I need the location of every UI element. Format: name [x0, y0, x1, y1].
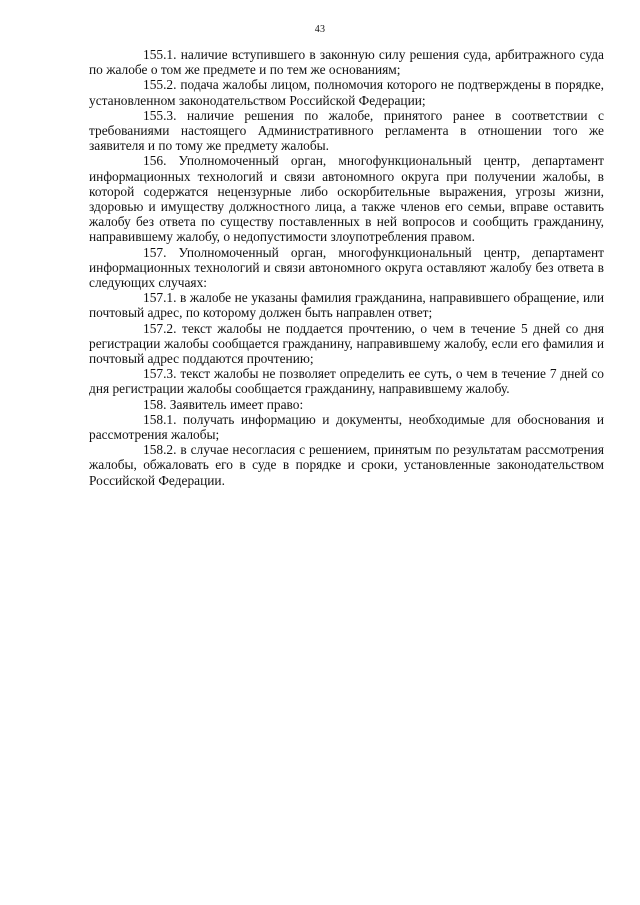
- paragraph-155-3: 155.3. наличие решения по жалобе, принятого ранее в соответствии с требованиями настоящего Административного регламента в отношении того же заявителя и по тому же предмету жалобы.: [89, 107, 604, 154]
- paragraph-155-2: 155.2. подача жалобы лицом, полномочия которого не подтверждены в порядке, установленном законодательством Российской Федерации;: [89, 77, 604, 108]
- document-body: [89, 47, 604, 488]
- paragraph-158-1: 158.1. получать информацию и документы, необходимые для обоснования и рассмотрения жалобы;: [89, 411, 604, 443]
- paragraph-157: 157. Уполномоченный орган, многофункциональный центр, департамент информационных технологий и связи автономного округа оставляют жалобу без ответа в следующих случаях:: [89, 244, 604, 291]
- page-number: 43: [314, 24, 326, 35]
- paragraph-157-1: 157.1. в жалобе не указаны фамилия гражданина, направившего обращение, или почтовый адрес, по которому должен быть направлен ответ;: [89, 290, 604, 321]
- paragraph-158: 158. Заявитель имеет право:: [143, 396, 304, 412]
- paragraph-155-1: 155.1. наличие вступившего в законную силу решения суда, арбитражного суда по жалобе о том же предмете и по тем же основаниям;: [89, 47, 604, 78]
- paragraph-157-2: 157.2. текст жалобы не поддается прочтению, о чем в течение 5 дней со дня регистрации жалобы сообщается гражданину, направившему жалобу, если его фамилия и почтовый адрес поддаются прочтению;: [89, 320, 604, 367]
- paragraph-158-2: 158.2. в случае несогласия с решением, принятым по результатам рассмотрения жалобы, обжаловать его в суде в порядке и сроки, установленные законодательством Российской Федерации.: [89, 442, 604, 488]
- paragraph-156: 156. Уполномоченный орган, многофункциональный центр, департамент информационных технологий и связи автономного округа при получении жалобы, в которой содержатся нецензурные либо оскорбительные выражения, угрозы жизни, здоровью и имуществу должностного лица, а также членов его семьи, вправе оставить жалобу без ответа по существу поставленных в ней вопросов и сообщить гражданину, направившему жалобу, о недопустимости злоупотребления правом.: [89, 153, 604, 245]
- paragraph-157-3: 157.3. текст жалобы не позволяет определить ее суть, о чем в течение 7 дней со дня регистрации жалобы сообщается гражданину, направившему жалобу.: [89, 366, 604, 397]
